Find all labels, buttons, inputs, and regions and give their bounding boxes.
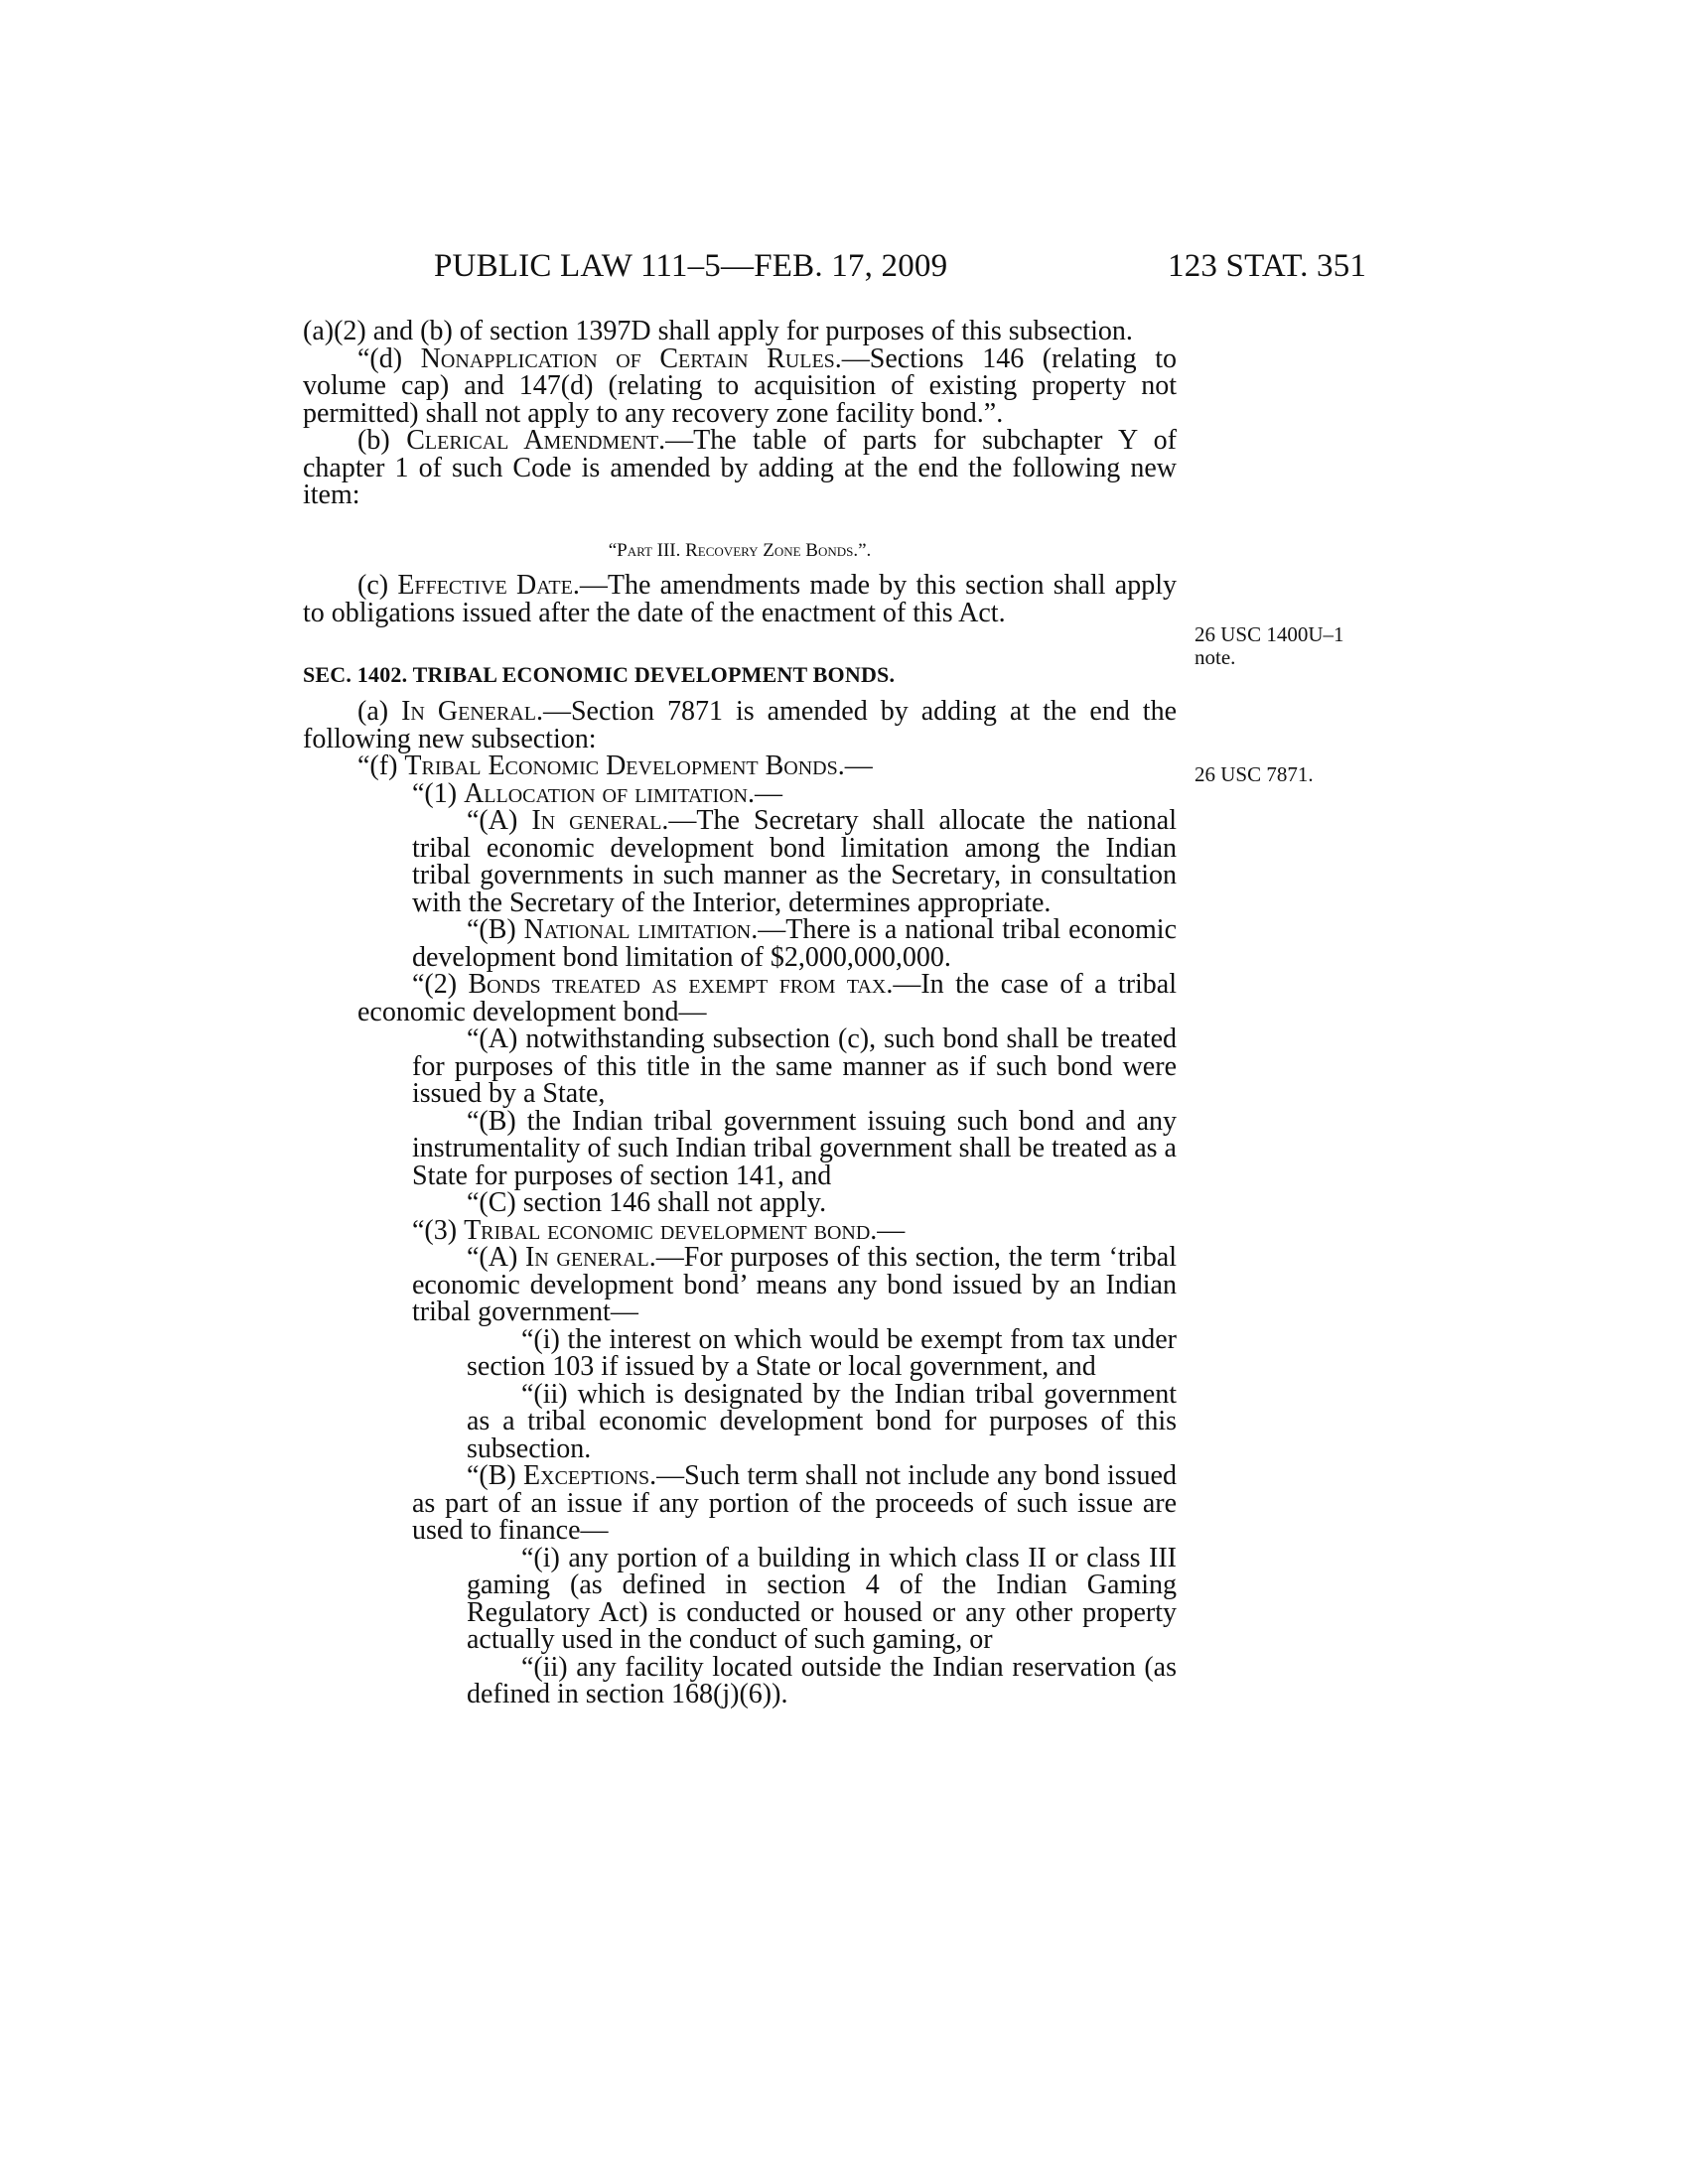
clause-3a-ii: “(ii) which is designated by the Indian tribal government as a tribal economic development bond for purposes of this subsection. [467,1378,1177,1464]
enumerator: “(f) [357,751,405,781]
clause-3b-i: “(i) any portion of a building in which class II or class III gaming (as defined in section 4 of the Indian Gaming Regulatory Act) is conducted or housed or any other property actually used in the conduct of such gaming, or [467,1542,1177,1655]
running-header-title: PUBLIC LAW 111–5—FEB. 17, 2009 [434,248,948,284]
paragraph-1 [303,777,1177,809]
paragraph-heading: Allocation of limitation [464,777,748,809]
paragraph-heading: Bonds treated as exempt from tax [468,969,887,1000]
subsection-heading: Nonapplication of Certain Rules [420,342,835,374]
margin-note-line: note. [1195,645,1236,669]
table-item: “Part III. Recovery Zone Bonds.”. [608,539,872,561]
subparagraph-2c: “(C) section 146 shall not apply. [467,1187,827,1218]
subsection-b [303,427,1177,509]
enumerator: “(B) [467,914,524,945]
subsection-text: .—The amendments made by this section shall apply to obligations issued after the date of the enactment of this Act. [303,570,1178,628]
subsection-d [303,342,1177,429]
statute-body [303,318,1177,1708]
paragraph-text: .—In the case of a tribal economic development bond— [357,969,1178,1027]
enumerator: (a) [357,696,402,727]
subparagraph-3a [303,1244,1177,1326]
enumerator: “(d) [357,342,421,374]
subparagraph-heading: National limitation [523,914,752,945]
section-heading: SEC. 1402. TRIBAL ECONOMIC DEVELOPMENT BONDS. [303,662,896,687]
paragraph-heading: Tribal economic development bond [464,1214,871,1246]
subparagraph-2b: “(B) the Indian tribal government issuing such bond and any instrumentality of such Indian tribal government shall be treated as a State for purposes of section 141, and [412,1105,1177,1191]
subsection-heading: In General [401,696,536,727]
subparagraph-heading: Exceptions [523,1460,650,1491]
subparagraph-2a: “(A) notwithstanding subsection (c), such bond shall be treated for purposes of this title in the same manner as if such bond were issued by a State, [412,1024,1177,1109]
clause-3b-ii: “(ii) any facility located outside the Indian reservation (as defined in section 168(j)(6)). [467,1651,1177,1709]
subparagraph-text: .—Such term shall not include any bond issued as part of an issue if any portion of the proceeds of such issue are used to finance— [412,1460,1177,1546]
enumerator: “(3) [412,1214,465,1246]
subsection-heading: Clerical Amendment [406,425,659,456]
subparagraph-text: .—There is a national tribal economic development bond limitation of $2,000,000,000. [412,914,1178,973]
subsection-a [303,698,1177,752]
subsection-text: .—Sections 146 (relating to volume cap) and 147(d) (relating to acquisition of existing property not permitted) shall not apply to any recovery zone facility bond.”. [303,342,1177,429]
subsection-f [303,752,1177,780]
margin-note-1400u1 [1195,623,1344,669]
subsection-text: .—Section 7871 is amended by adding at the end the following new subsection: [303,696,1178,754]
clause-3a-i: “(i) the interest on which would be exempt from tax under section 103 if issued by a State or local government, and [467,1323,1177,1382]
enumerator: “(A) [467,1242,525,1273]
paragraph-text: .— [748,777,782,809]
enumerator: (c) [357,570,398,601]
subsection-text: .—The table of parts for subchapter Y of chapter 1 of such Code is amended by adding at the end the following new item: [303,425,1177,510]
subsection-heading: Tribal Economic Development Bonds [404,751,838,781]
subparagraph-3b [303,1462,1177,1545]
subsection-c [303,572,1177,626]
subparagraph-text: .—For purposes of this section, the term ‘tribal economic development bond’ means any bond issued by an Indian tribal government— [412,1242,1178,1327]
subparagraph-1a [303,807,1177,916]
margin-note-line: 26 USC 1400U–1 [1195,622,1344,646]
subparagraph-1b [303,916,1177,971]
paragraph-2 [303,971,1177,1025]
subparagraph-heading: In general [531,805,662,836]
subparagraph-text: .—The Secretary shall allocate the national tribal economic development bond limitation among the Indian tribal governments in such manner as the Secretary, in consultation with the Secretary of the Interior, determines appropriate. [412,805,1178,918]
paragraph-text: .— [870,1214,906,1246]
paragraph-3 [303,1214,1177,1246]
enumerator: “(2) [412,969,469,1000]
subparagraph-heading: In general [524,1242,649,1273]
subsection-text: .— [837,751,873,781]
paragraph-continuation: (a)(2) and (b) of section 1397D shall apply for purposes of this subsection. [303,316,1133,346]
subsection-heading: Effective Date [397,570,573,601]
enumerator: (b) [357,425,407,456]
page-stat-number: 123 STAT. 351 [1168,248,1367,284]
margin-note-7871: 26 USC 7871. [1195,762,1314,786]
enumerator: “(A) [467,805,532,836]
enumerator: “(1) [412,777,465,809]
enumerator: “(B) [467,1460,524,1491]
